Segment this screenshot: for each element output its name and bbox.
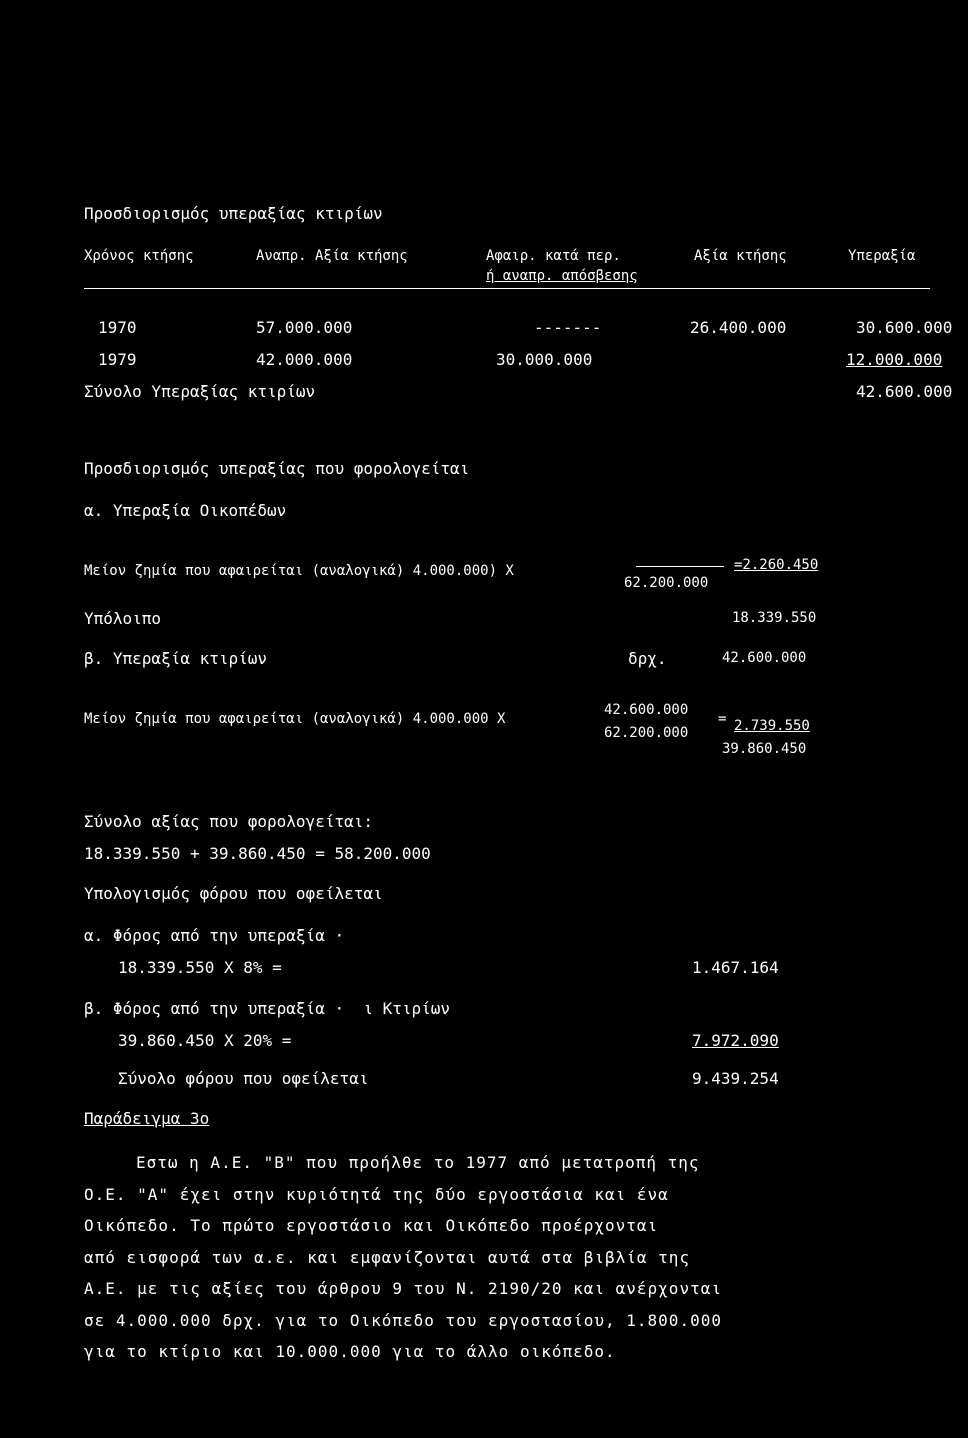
land-remainder-value: 18.339.550 (732, 610, 817, 626)
total-gain-value: 42.600.000 (856, 382, 953, 401)
taxable-total-formula: 18.339.550 + 39.860.450 = 58.200.000 (84, 844, 431, 863)
building-eq: = (718, 711, 727, 727)
header-year: Χρόνος κτήσης (84, 248, 194, 264)
tax-b-label: β. Φόρος από την υπεραξία · ι Κτιρίων (84, 999, 451, 1018)
example-line: Εστω η Α.Ε. "Β" που προήλθε το 1977 από μετατροπή της (136, 1153, 700, 1172)
building-numerator: 42.600.000 (604, 702, 689, 718)
example-heading: Παράδειγμα 3ο (84, 1109, 210, 1128)
building-loss-label: Μείον ζημία που αφαιρείται (αναλογικά) 4.000.000 Χ (84, 711, 506, 727)
total-gain-label: Σύνολο Υπεραξίας κτιρίων (84, 382, 316, 401)
row-1970-gain: 30.600.000 (856, 318, 953, 337)
header-depr-line1: Αφαιρ. κατά περ. (486, 248, 621, 264)
header-depr-line2: ή αναπρ. απόσβεσης (486, 268, 638, 284)
land-fraction-line (636, 566, 724, 567)
land-gain-heading: α. Υπεραξία Οικοπέδων (84, 501, 287, 520)
row-1970-year: 1970 (98, 318, 137, 337)
example-line: για το κτίριο και 10.000.000 για το άλλο οικόπεδο. (84, 1342, 616, 1361)
tax-a-label: α. Φόρος από την υπεραξία · (84, 926, 345, 945)
land-loss-label: Μείον ζημία που αφαιρείται (αναλογικά) 4.000.000) Χ (84, 563, 514, 579)
section2-title: Προσδιορισμός υπεραξίας που φορολογείται (84, 459, 470, 478)
row-1979-gain: 12.000.000 (846, 350, 943, 369)
section1-title: Προσδιορισμός υπεραξίας κτιρίων (84, 204, 383, 223)
header-acq-value: Αξία κτήσης (694, 248, 787, 264)
example-line: από εισφορά των α.ε. και εμφανίζονται αυτά στα βιβλία της (84, 1248, 691, 1267)
row-1979-rev: 42.000.000 (256, 350, 353, 369)
header-rev-value: Αναπρ. Αξία κτήσης (256, 248, 408, 264)
building-gain-value: 42.600.000 (722, 650, 807, 666)
land-remainder-label: Υπόλοιπο (84, 609, 162, 628)
row-1970-rev: 57.000.000 (256, 318, 353, 337)
tax-a-calc: 18.339.550 Χ 8% = (118, 958, 282, 977)
building-loss-result: 2.739.550 (734, 718, 810, 734)
building-gain-heading: β. Υπεραξία κτιρίων (84, 649, 268, 668)
tax-total-value: 9.439.254 (692, 1069, 779, 1088)
tax-a-value: 1.467.164 (692, 958, 779, 977)
building-currency: δρχ. (628, 649, 667, 668)
building-net-value: 39.860.450 (722, 741, 807, 757)
example-line: Ο.Ε. "Α" έχει στην κυριότητά της δύο εργοστάσια και ένα (84, 1185, 669, 1204)
header-rule (84, 288, 930, 289)
header-gain: Υπεραξία (848, 248, 916, 264)
example-line: Οικόπεδο. Το πρώτο εργοστάσιο και Οικόπεδο προέρχονται (84, 1216, 659, 1235)
row-1970-depr: ------- (534, 318, 602, 337)
example-line: σε 4.000.000 δρχ. για το Οικόπεδο του εργοστασίου, 1.800.000 (84, 1311, 722, 1330)
tax-b-value: 7.972.090 (692, 1031, 779, 1050)
land-denominator: 62.200.000 (624, 575, 709, 591)
example-line: Α.Ε. με τις αξίες του άρθρου 9 του Ν. 2190/20 και ανέρχονται (84, 1279, 722, 1298)
row-1979-year: 1979 (98, 350, 137, 369)
tax-calc-title: Υπολογισμός φόρου που οφείλεται (84, 884, 383, 903)
taxable-total-title: Σύνολο αξίας που φορολογείται: (84, 812, 373, 831)
land-loss-result: =2.260.450 (734, 557, 819, 573)
tax-total-label: Σύνολο φόρου που οφείλεται (118, 1069, 369, 1088)
tax-b-calc: 39.860.450 Χ 20% = (118, 1031, 292, 1050)
row-1970-acq: 26.400.000 (690, 318, 787, 337)
building-denominator: 62.200.000 (604, 725, 689, 741)
row-1979-depr: 30.000.000 (496, 350, 593, 369)
